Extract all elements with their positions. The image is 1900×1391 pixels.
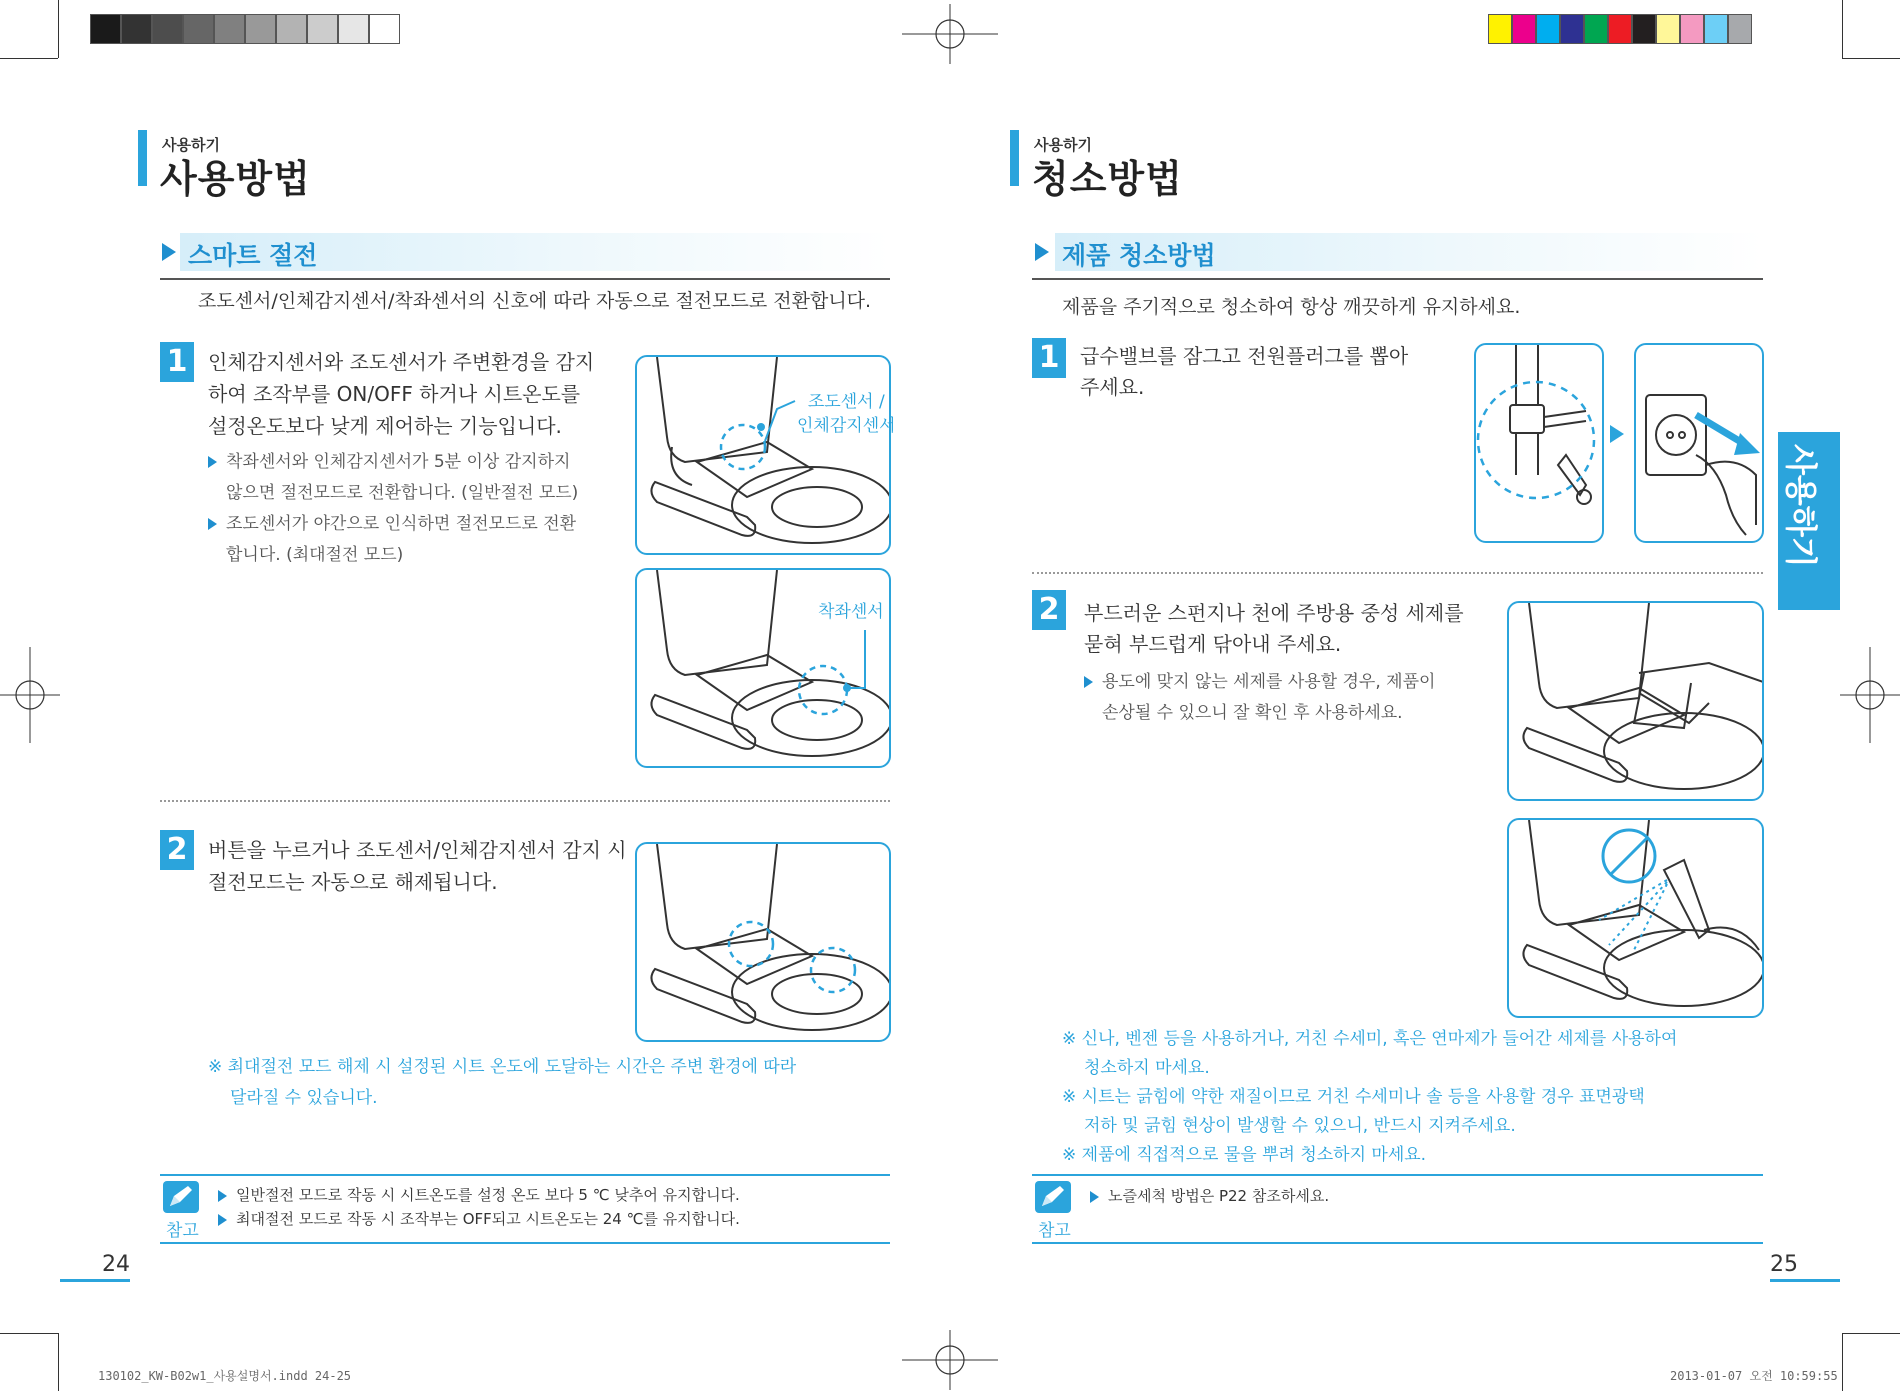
- heading-underline: [160, 278, 890, 280]
- pencil-note-icon: [1034, 1180, 1072, 1214]
- registration-mark-top: [900, 4, 1000, 64]
- dotted-separator: [160, 800, 890, 802]
- dotted-separator: [1032, 572, 1763, 574]
- pencil-note-icon: [162, 1180, 200, 1214]
- step-number-badge: 1: [1032, 338, 1066, 378]
- registration-mark-bottom: [900, 1330, 1000, 1390]
- reference-line-2: [218, 1208, 740, 1229]
- unplug-drawing: [1636, 345, 1764, 543]
- reference-text: 최대절전 모드로 작동 시 조작부는 OFF되고 시트온도는 24 ℃를 유지합니다.: [236, 1210, 740, 1228]
- bidet-illustration-seat-sensor: [635, 568, 891, 768]
- page-title: 청소방법: [1032, 157, 1183, 201]
- intro-text: 조도센서/인체감지센서/착좌센서의 신호에 따라 자동으로 절전모드로 전환합니다.: [198, 290, 872, 312]
- bullet-triangle-icon: [1084, 676, 1093, 688]
- bullet-text: 용도에 맞지 않는 세제를 사용할 경우, 제품이: [1102, 672, 1436, 692]
- color-swatch: [1512, 14, 1536, 44]
- page-number-underline: [60, 1279, 130, 1282]
- bullet-text: 조도센서가 야간으로 인식하면 절전모드로 전환: [226, 514, 577, 534]
- reference-label: 참고: [166, 1221, 199, 1241]
- step2-line-2: 묻혀 부드럽게 닦아내 주세요.: [1084, 632, 1342, 656]
- no-spray-drawing: [1509, 820, 1764, 1018]
- page-number: 25: [1770, 1252, 1798, 1277]
- page-title: 사용방법: [160, 157, 311, 201]
- arrow-right-icon: [1610, 425, 1624, 443]
- sensor-callout-light-human: [797, 390, 896, 438]
- section-accent-bar: [1010, 130, 1019, 186]
- color-swatch: [1704, 14, 1728, 44]
- reference-line-1: [218, 1184, 740, 1205]
- step1-line-1: 인체감지센서와 조도센서가 주변환경을 감지: [208, 350, 595, 374]
- intro-text: 제품을 주기적으로 청소하여 항상 깨끗하게 유지하세요.: [1062, 296, 1521, 318]
- section-heading: 스마트 절전: [188, 241, 318, 270]
- heading-underline: [1032, 278, 1763, 280]
- gray-swatch: [307, 14, 338, 44]
- heading-triangle-icon: [1035, 243, 1049, 261]
- step2-line-2: 절전모드는 자동으로 해제됩니다.: [208, 870, 498, 894]
- bullet-triangle-icon: [218, 1190, 227, 1202]
- bullet-triangle-icon: [208, 456, 217, 468]
- section-category: 사용하기: [1034, 136, 1092, 154]
- gray-swatch: [245, 14, 276, 44]
- step1-bullet-2-cont: 합니다. (최대절전 모드): [226, 545, 404, 565]
- step1-line-3: 설정온도보다 낮게 제어하는 기능입니다.: [208, 414, 562, 438]
- callout-line: 인체감지센서: [797, 416, 896, 436]
- step1-line-1: 급수밸브를 잠그고 전원플러그를 뽑아: [1080, 344, 1409, 368]
- step-number-badge: 2: [160, 830, 194, 870]
- gray-swatch: [90, 14, 121, 44]
- note-line-3: ※ 시트는 긁힘에 약한 재질이므로 거친 수세미나 솔 등을 사용할 경우 표면광택: [1062, 1087, 1645, 1107]
- unplug-illustration: [1634, 343, 1764, 543]
- reference-text: 일반절전 모드로 작동 시 시트온도를 설정 온도 보다 5 ℃ 낮추어 유지합니다.: [236, 1186, 740, 1204]
- no-water-spray-illustration: [1507, 818, 1764, 1018]
- step1-bullet-1: [208, 447, 570, 477]
- section-category: 사용하기: [162, 136, 220, 154]
- bidet-illustration-sensors-both: [635, 842, 891, 1042]
- wipe-seat-illustration: [1507, 601, 1764, 801]
- note-line-2: 청소하지 마세요.: [1084, 1058, 1210, 1078]
- color-swatch: [1560, 14, 1584, 44]
- bidet-seat-drawing: [637, 357, 891, 555]
- gray-swatch: [276, 14, 307, 44]
- page-number-underline: [1770, 1279, 1840, 1282]
- note-line-4: 저하 및 긁힘 현상이 발생할 수 있으니, 반드시 지켜주세요.: [1084, 1116, 1516, 1136]
- bullet-triangle-icon: [1090, 1191, 1099, 1203]
- callout-line: 조도센서 /: [807, 392, 885, 412]
- color-swatch: [1728, 14, 1752, 44]
- step2-line-1: 버튼을 누르거나 조도센서/인체감지센서 감지 시: [208, 838, 627, 862]
- gray-swatch: [183, 14, 214, 44]
- color-swatch: [1608, 14, 1632, 44]
- step1-bullet-2: [208, 509, 576, 539]
- page-number: 24: [102, 1252, 130, 1277]
- step-number-badge: 1: [160, 342, 194, 382]
- step-number-badge: 2: [1032, 590, 1066, 630]
- heading-triangle-icon: [162, 243, 176, 261]
- step1-bullet-1-cont: 않으면 절전모드로 전환합니다. (일반절전 모드): [226, 483, 579, 503]
- wipe-seat-drawing: [1509, 603, 1764, 801]
- color-swatch: [1680, 14, 1704, 44]
- water-valve-drawing: [1476, 345, 1604, 543]
- step1-line-2: 하여 조작부를 ON/OFF 하거나 시트온도를: [208, 382, 581, 406]
- reference-line-1: [1090, 1185, 1329, 1206]
- bidet-illustration-sensor-top: [635, 355, 891, 555]
- footer-file-name: 130102_KW-B02w1_사용설명서.indd 24-25: [98, 1369, 352, 1383]
- side-tab-label: 사용하기: [1782, 444, 1820, 568]
- water-valve-illustration: [1474, 343, 1604, 543]
- color-swatch: [1632, 14, 1656, 44]
- note-line-1: ※ 신나, 벤젠 등을 사용하거나, 거친 수세미, 혹은 연마제가 들어간 세제를 사용하여: [1062, 1029, 1678, 1049]
- reference-label: 참고: [1038, 1221, 1071, 1241]
- gray-swatch: [152, 14, 183, 44]
- step2-line-1: 부드러운 스펀지나 천에 주방용 중성 세제를: [1084, 601, 1464, 625]
- gray-swatch: [214, 14, 245, 44]
- reference-text: 노즐세척 방법은 P22 참조하세요.: [1108, 1187, 1330, 1205]
- color-swatch: [1656, 14, 1680, 44]
- section-heading: 제품 청소방법: [1062, 241, 1216, 270]
- color-swatch: [1536, 14, 1560, 44]
- bullet-triangle-icon: [208, 518, 217, 530]
- step1-line-2: 주세요.: [1080, 375, 1145, 399]
- registration-mark-right: [1840, 645, 1900, 745]
- section-accent-bar: [138, 130, 147, 186]
- gray-swatch: [121, 14, 152, 44]
- note-line-1: ※ 최대절전 모드 해제 시 설정된 시트 온도에 도달하는 시간은 주변 환경에 따라: [208, 1057, 797, 1077]
- registration-mark-left: [0, 645, 60, 745]
- bidet-seat-drawing: [637, 844, 891, 1042]
- bullet-triangle-icon: [218, 1214, 227, 1226]
- note-line-2: 달라질 수 있습니다.: [230, 1088, 378, 1108]
- gray-swatch: [338, 14, 369, 44]
- sensor-callout-seat: 착좌센서: [818, 602, 884, 622]
- color-swatch: [1584, 14, 1608, 44]
- gray-swatch: [369, 14, 400, 44]
- footer-timestamp: 2013-01-07 오전 10:59:55: [1670, 1369, 1838, 1383]
- bullet-text: 착좌센서와 인체감지센서가 5분 이상 감지하지: [226, 452, 571, 472]
- step2-bullet: [1084, 667, 1435, 697]
- note-line-5: ※ 제품에 직접적으로 물을 뿌려 청소하지 마세요.: [1062, 1145, 1427, 1165]
- color-swatch: [1488, 14, 1512, 44]
- step2-bullet-cont: 손상될 수 있으니 잘 확인 후 사용하세요.: [1102, 703, 1403, 723]
